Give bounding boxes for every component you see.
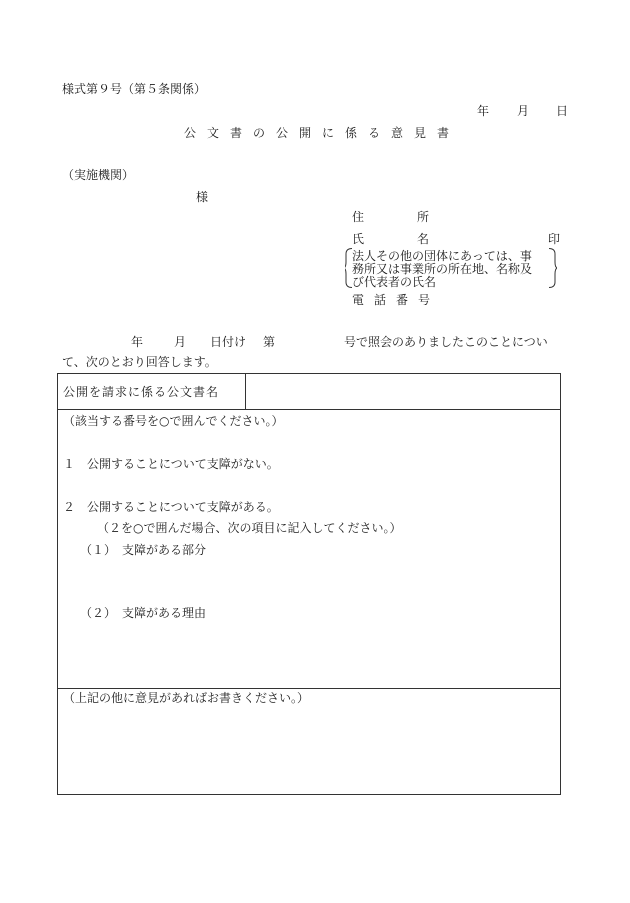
address-label-1: 住: [352, 210, 365, 224]
intro-month: 月: [174, 335, 187, 349]
table-divider-doc-name: [245, 373, 246, 409]
intro-year: 年: [131, 335, 144, 349]
name-label-2: 名: [417, 232, 430, 246]
intro-line2: て、次のとおり回答します。: [62, 355, 217, 369]
corp-note-line-3: び代表者の氏名: [352, 275, 437, 289]
form-number: 様式第９号（第５条関係）: [62, 82, 207, 96]
intro-number-prefix: 第: [263, 335, 276, 349]
date-day-label: 日: [556, 104, 569, 118]
right-bracket-icon: [548, 248, 557, 288]
date-year-label: 年: [477, 104, 490, 118]
table-divider-other: [57, 688, 561, 689]
table-divider-row1: [57, 409, 561, 410]
item-reason: （２） 支障がある理由: [80, 606, 207, 620]
seal-label: 印: [548, 232, 561, 246]
document-title: 公文書の公開に係る意見書: [184, 126, 461, 140]
phone-label: 電話番号: [352, 293, 441, 307]
address-label-2: 所: [417, 210, 430, 224]
intro-line1-rest: 号で照会のありましたこのことについ: [344, 335, 548, 349]
circle-instruction: （該当する番号を○で囲んでください。）: [63, 414, 284, 428]
honorific-sama: 様: [196, 190, 209, 204]
corp-note-line-1: 法人その他の団体にあっては、事: [352, 249, 532, 263]
name-label-1: 氏: [352, 232, 365, 246]
option-2[interactable]: ２ 公開することについて支障がある。: [63, 500, 279, 514]
option-2-note: （２を○で囲んだ場合、次の項目に記入してください。）: [97, 521, 402, 535]
corporate-note: [345, 248, 557, 288]
opinion-table: [57, 373, 561, 795]
item-affected-part: （１） 支障がある部分: [80, 543, 207, 557]
corp-note-line-2: 務所又は事業所の所在地、名称及: [352, 262, 533, 276]
doc-name-field[interactable]: [252, 386, 552, 400]
doc-name-label: 公開を請求に係る公文書名: [63, 385, 220, 399]
option-1[interactable]: １ 公開することについて支障がない。: [63, 457, 279, 471]
other-opinion-label: （上記の他に意見があればお書きください。）: [63, 691, 310, 705]
agency-label: （実施機関）: [62, 168, 135, 182]
date-month-label: 月: [517, 104, 530, 118]
intro-dated: 日付け: [210, 335, 247, 349]
